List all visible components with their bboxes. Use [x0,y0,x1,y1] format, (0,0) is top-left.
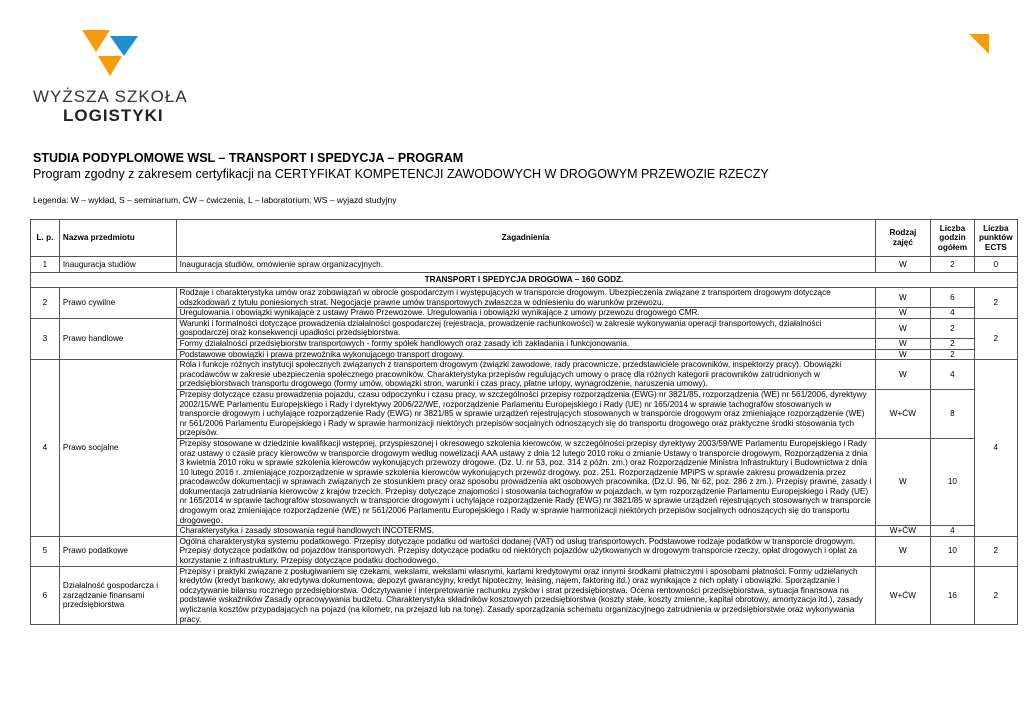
cell-ects: 2 [974,566,1017,625]
page-subtitle: Program zgodny z zakresem certyfikacji na CERTYFIKAT KOMPETENCJI ZAWODOWYCH W DROGOWYM PRZEWOZIE RZECZY [33,167,769,181]
cell-type: W [875,536,931,566]
cell-name: Prawo podatkowe [59,536,176,566]
cell-ects: 0 [974,257,1017,273]
table-header-row [31,220,1018,257]
cell-topic: Przepisy i praktyki związane z posługiwaniem się czekami, wekslami, wekslami własnymi, kartami kredytowymi oraz innymi środkami płatniczymi i sposobami płatności. Formy udzielanych kredytów (kredyt bankowy, akredytywa dokumentowa, depozyt gwarancyjny, kredyt hipoteczny, leasing, najem, faktoring itd.) oraz wynikające z nich opłaty i obowiązki. Sporządzanie i odczytywanie bilansu rocznego przedsiębiorstwa. Odczytywanie i interpretowanie rachunku zysków i strat przedsiębiorstwa. Ocena rentowności przedsiębiorstwa, sytuacja finansowa na podstawie wskaźników Zasady opracowywania budżetu. Charakterystyka składników kosztowych przedsiębiorstwa (koszty stałe, koszty zmienne, kapitał obrotowy, amortyzacja itd.), zasady wyliczania kosztów przypadających na pojazd (na kilometr, na przejazd lub na tonę). Zasady sporządzania schematu organizacyjnego zatrudnienia w przedsiębiorstwie oraz wykonywania pracy. [176,566,875,625]
cell-hours: 4 [931,526,974,537]
logo [30,30,190,130]
cell-lp: 6 [31,566,60,625]
cell-type: W [875,338,931,349]
cell-type: W+ĆW [875,566,931,625]
cell-type: W [875,288,931,308]
cell-topic: Ogólna charakterystyka systemu podatkowego. Przepisy dotyczące podatku od wartości dodanej (VAT) od usług transportowych. Podstawowe rodzaje podatków w transporcie drogowym. Przepisy dotyczące podatków od pojazdów transportowych. Przepisy dotyczące podatku od niektórych pojazdów użytkowanych w drogowym transporcie rzeczy, opłat drogowych i opłat za korzystanie z infrastruktury. Przepisy dotyczące podatku dochodowego. [176,536,875,566]
table-row [31,288,1018,308]
cell-hours: 6 [931,288,974,308]
cell-type: W [875,349,931,360]
cell-topic: Charakterystyka i zasady stosowania reguł handlowych INCOTERMS. [176,526,875,537]
cell-hours: 2 [931,349,974,360]
table-row [31,318,1018,338]
cell-name: Prawo handlowe [59,318,176,359]
cell-type: W+ĆW [875,526,931,537]
legend: Legenda: W – wykład, S – seminarium, ĆW – ćwiczenia, L – laboratorium, WS – wyjazd studyjny [33,195,397,205]
cell-topic: Inauguracja studiów, omówienie spraw organizacyjnych. [176,257,875,273]
cell-topic: Rodzaje i charakterystyka umów oraz zobowiązań w obrocie gospodarczym i występujących w transporcie drogowym. Ubezpieczenia związane z transportem drogowym dotyczące odszkodowań z tytułu poniesionych strat. Negocjacje prawne umów transportowych zwłaszcza w odniesieniu do warunków przewozu. [176,288,875,308]
cell-ects: 2 [974,318,1017,359]
cell-topic: Przepisy dotyczące czasu prowadzenia pojazdu, czasu odpoczynku i czasu pracy, w szczególności przepisy rozporządzenia (EWG) nr 3821/85, rozporządzenia (WE) nr 561/2006, dyrektywy 2002/15/WE Parlamentu Europejskiego i Rady i dyrektywy 2006/22/WE, rozporządzenie Parlamentu Europejskiego i Rady (UE) nr 165/2014 w sprawie tachografów stosowanych w transporcie drogowym i uchylające rozporządzenie Rady (EWG) nr 3821/85 w sprawie urządzeń rejestrujących stosowanych w transporcie drogowym oraz zmieniające rozporządzenie (WE) nr 561/2006 Parlamentu Europejskiego i Rady w sprawie harmonizacji niektórych przepisów socjalnych odnoszących się do transportu drogowego oraz praktyczne środki stosowania tych przepisów. [176,389,875,438]
section-title: TRANSPORT I SPEDYCJA DROGOWA – 160 GODZ. [31,273,1018,288]
table-row [31,257,1018,273]
cell-hours: 10 [931,438,974,525]
header-ects: Liczba punktów ECTS [974,220,1017,257]
cell-hours: 4 [931,308,974,319]
table-row [31,360,1018,390]
program-table [30,219,1018,625]
cell-type: W [875,308,931,319]
header-type: Rodzaj zajęć [875,220,931,257]
table-row [31,566,1018,625]
logo-text-line2: LOGISTYKI [63,106,164,125]
cell-name: Działalność gospodarcza i zarządzanie finansami przedsiębiorstwa [59,566,176,625]
cell-lp: 3 [31,318,60,359]
cell-type: W [875,318,931,338]
header-hours: Liczba godzin ogółem [931,220,974,257]
cell-name: Prawo cywilne [59,288,176,319]
table-row [31,438,1018,525]
cell-hours: 10 [931,536,974,566]
page-title: STUDIA PODYPLOMOWE WSL – TRANSPORT I SPEDYCJA – PROGRAM [33,151,464,165]
logo-text-line1: WYŻSZA SZKOŁA [33,87,188,106]
cell-name: Inauguracja studiów [59,257,176,273]
cell-lp: 5 [31,536,60,566]
header-lp: L. p. [31,220,60,257]
cell-lp: 4 [31,360,60,537]
cell-topic: Rola i funkcje różnych instytucji społecznych związanych z transportem drogowym (związki zawodowe, rady pracownicze, przedstawiciele pracowników, inspektorzy pracy). Obowiązki pracodawców w zakresie ubezpieczenia społecznego pracowników. Charakterystyka przepisów regulujących umowy o pracę dla różnych kategorii pracowników zatrudnionych w przedsiębiorstwach transportu drogowego (formy umów, obowiązki stron, warunki i czas pracy, płatne urlopy, wynagrodzenie, naruszenia umowy). [176,360,875,390]
cell-hours: 16 [931,566,974,625]
table-row [31,349,1018,360]
cell-topic: Formy działalności przedsiębiorstw transportowych - formy spółek handlowych oraz zasady ich zakładania i funkcjonowania. [176,338,875,349]
header-topics: Zagadnienia [176,220,875,257]
corner-triangle-icon [969,34,989,54]
cell-hours: 4 [931,360,974,390]
table-row [31,526,1018,537]
cell-topic: Podstawowe obowiązki i prawa przewoźnika wykonującego transport drogowy. [176,349,875,360]
cell-ects: 2 [974,536,1017,566]
cell-topic: Warunki i formalności dotyczące prowadzenia działalności gospodarczej (rejestracja, prowadzenie rachunkowości) w zakresie wykonywania operacji transportowych, działalności gospodarczej oraz konsekwencji upadłości przedsiębiorstwa. [176,318,875,338]
cell-hours: 8 [931,389,974,438]
cell-lp: 2 [31,288,60,319]
table-row [31,338,1018,349]
cell-type: W [875,257,931,273]
cell-type: W+ĆW [875,389,931,438]
header-name: Nazwa przedmiotu [59,220,176,257]
table-row [31,389,1018,438]
cell-type: W [875,360,931,390]
logo-emblem-icon [82,30,138,78]
cell-ects: 2 [974,288,1017,319]
cell-hours: 2 [931,318,974,338]
cell-lp: 1 [31,257,60,273]
cell-type: W [875,438,931,525]
cell-ects: 4 [974,360,1017,537]
cell-hours: 2 [931,338,974,349]
cell-name: Prawo socjalne [59,360,176,537]
cell-topic: Przepisy stosowane w dziedzinie kwalifikacji wstępnej, przyspieszonej i okresowego szkolenia kierowców, w szczególności przepisy dyrektywy 2003/59/WE Parlamentu Europejskiego i Rady oraz ustawy o czasie pracy kierowców w transporcie drogowym według nowelizacji AAA ustawy z dnia 12 lutego 2010 roku o zmianie Ustawy o transporcie drogowym, Rozporządzenia z dnia 3 kwietnia 2010 roku w sprawie szkolenia kierowców wykonujących przewozy drogowe. (Dz. U. nr 53, poz. 314 z późn. zm.) oraz Rozporządzenie Ministra Infrastruktury i Budownictwa z dnia 10 lutego 2016 r. zmieniające rozporządzenie w sprawie szkolenia kierowców wykonujących przewóz drogowy. poz. 251. Rozporządzenie MPiPS w sprawie zakresu prowadzenia przez pracodawców dokumentacji w sprawach związanych ze stosunkiem pracy oraz sposobu prowadzenia akt osobowych pracownika. (Dz.U. 96, Nr 62, poz. 286 z zm.). Przepisy prawne, zasady i dokumentacja zatrudniania kierowców z krajów trzecich. Przepisy dotyczące znajomości i stosowania tachografów w pojazdach, w tym rozporządzenie Parlamentu Europejskiego i Rady (UE) nr 165/2014 w sprawie tachografów stosowanych w transporcie drogowym i uchylające rozporządzenie Rady (EWG) nr 3821/85 w sprawie urządzeń rejestrujących stosowanych w transporcie drogowym oraz zmieniające rozporządzenie (WE) nr 561/2006 Parlamentu Europejskiego i Rady w sprawie harmonizacji niektórych przepisów socjalnych odnoszących się do transportu drogowego. [176,438,875,525]
section-row [31,273,1018,288]
table-row [31,308,1018,319]
cell-hours: 2 [931,257,974,273]
table-row [31,536,1018,566]
cell-topic: Uregulowania i obowiązki wynikające z ustawy Prawo Przewozowe. Uregulowania i obowiązki wynikające z umowy przewozu drogowego CMR. [176,308,875,319]
